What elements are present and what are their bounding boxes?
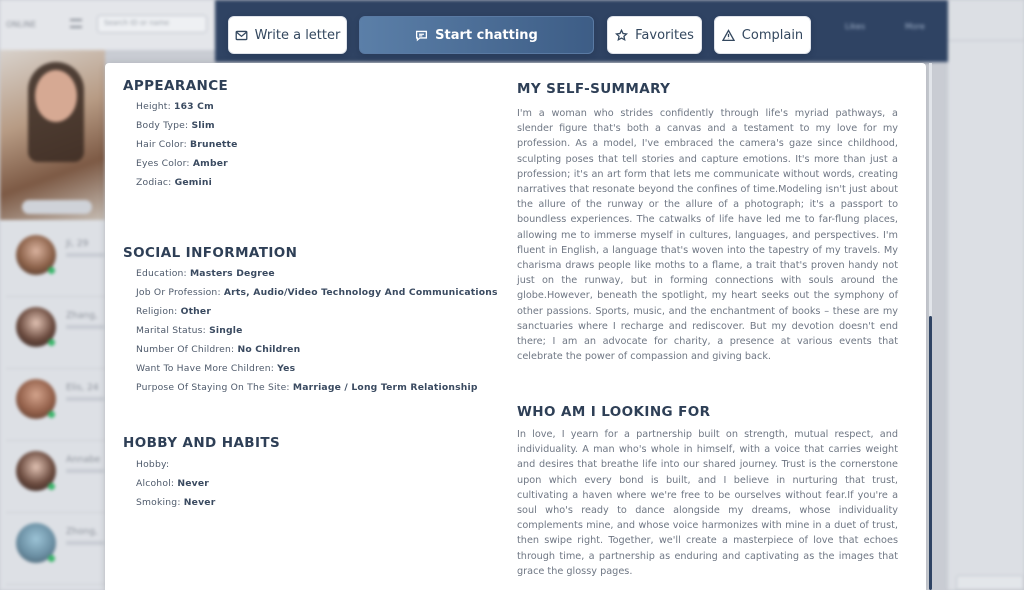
online-dot-icon xyxy=(48,411,55,418)
list-item xyxy=(6,513,105,585)
star-icon xyxy=(615,29,628,42)
online-dot-icon xyxy=(48,339,55,346)
field-job: Job Or Profession: Arts, Audio/Video Technology And Communications xyxy=(136,287,498,298)
list-item-name: Zhong, xyxy=(66,527,98,537)
favorites-label: Favorites xyxy=(635,27,694,43)
list-item-name: Annabe xyxy=(66,455,101,465)
field-marital-status: Marital Status: Single xyxy=(136,325,243,336)
field-smoking: Smoking: Never xyxy=(136,497,216,508)
list-item-snippet xyxy=(66,541,104,545)
right-sidebar xyxy=(948,0,1024,590)
list-item-snippet xyxy=(66,325,104,329)
header-link-likes: Likes xyxy=(845,22,866,31)
field-eyes-color: Eyes Color: Amber xyxy=(136,158,228,169)
list-item-name: Ji, 29 xyxy=(66,239,89,249)
online-label: ONLINE xyxy=(6,20,37,29)
self-summary-title: MY SELF-SUMMARY xyxy=(517,81,671,97)
field-number-of-children: Number Of Children: No Children xyxy=(136,344,301,355)
complain-button[interactable] xyxy=(714,16,811,54)
looking-for-title: WHO AM I LOOKING FOR xyxy=(517,404,711,420)
envelope-icon xyxy=(235,29,248,42)
favorites-button[interactable] xyxy=(607,16,702,54)
self-summary-text: I'm a woman who strides confidently through life's myriad pathways, a slender figure that's both a canvas and a testament to my love for my profession. As a model, I've embraced the camera's gaze since childhood, sculpting poses that tell stories and capture emotions. It's more than just a profession; it's an art form that lets me communicate without words, creating narratives that resonate beyond the confines of time.Modeling isn't just about the allure of the runway or the allure of a photograph; it's a passport to boundless experiences. The catwalks of life have led me to far-flung places, allowing me to immerse myself in cultures, languages, and perspectives. I'm fluent in English, a language that's woven into the tapestry of my travels. My charisma draws people like moths to a flame, a trait that's proven handy not just on the runway, but in forming connections with souls around the globe.However, beneath the spotlight, my heart seeks out the symphony of other passions. Sports, music, and the enchantment of books – these are my sanctuaries where I recharge and rediscover. But my devotion doesn't end there; I am an advocate for charity, a presence at various events that celebrate the power of compassion and giving back. xyxy=(517,108,898,363)
profile-details-panel xyxy=(105,63,926,590)
profile-action-bar xyxy=(0,0,1024,60)
photo-badge xyxy=(22,200,92,214)
header-link-more: More xyxy=(905,22,925,31)
field-education: Education: Masters Degree xyxy=(136,268,275,279)
chat-widget-tab xyxy=(956,575,1024,590)
field-body-type: Body Type: Slim xyxy=(136,120,215,131)
write-letter-button[interactable] xyxy=(228,16,347,54)
warning-icon xyxy=(722,29,735,42)
field-height: Height: 163 Cm xyxy=(136,101,214,112)
field-hobby: Hobby: xyxy=(136,459,170,470)
list-item xyxy=(6,369,105,441)
complain-label: Complain xyxy=(741,27,804,43)
search-input: Search ID or name xyxy=(97,15,207,33)
online-dot-icon xyxy=(48,483,55,490)
write-letter-label: Write a letter xyxy=(254,27,341,43)
list-item xyxy=(6,225,105,297)
looking-for-text: In love, I yearn for a partnership built on strength, mutual respect, and individuality. A man who's whole in himself, with a voice that carries weight and desires that breathe life into our shared journey. Trust is the cornerstone upon which every bond is built, and I believe in nurturing that trust, cultivating a haven where we're free to be ourselves without fear.If you're a soul who's ready to dance alongside my dreams, whose individuality complements mine, and whose voice harmonizes with mine in a duet of trust, then swipe right. Together, we'll create a masterpiece of love that echoes through time, a partnership as enduring and captivating as the images that grace the glossy pages. xyxy=(517,429,898,577)
field-alcohol: Alcohol: Never xyxy=(136,478,209,489)
list-item-snippet xyxy=(66,397,104,401)
list-item-name: Elis, 24 xyxy=(66,383,99,393)
chat-bubble-icon xyxy=(415,29,428,42)
list-item xyxy=(6,441,105,513)
field-want-more-children: Want To Have More Children: Yes xyxy=(136,363,296,374)
list-item-snippet xyxy=(66,469,104,473)
hobby-habits-title: HOBBY AND HABITS xyxy=(123,435,281,451)
list-item-snippet xyxy=(66,253,104,257)
field-purpose: Purpose Of Staying On The Site: Marriage / Long Term Relationship xyxy=(136,382,478,393)
online-dot-icon xyxy=(48,555,55,562)
list-item-name: Zhang, xyxy=(66,311,98,321)
start-chatting-button[interactable] xyxy=(359,16,594,54)
appearance-title: APPEARANCE xyxy=(123,78,229,94)
social-information-title: SOCIAL INFORMATION xyxy=(123,245,298,261)
field-zodiac: Zodiac: Gemini xyxy=(136,177,212,188)
list-item xyxy=(6,297,105,369)
photo-face xyxy=(35,70,77,122)
field-hair-color: Hair Color: Brunette xyxy=(136,139,238,150)
scrollbar-thumb[interactable] xyxy=(929,316,932,590)
start-chatting-label: Start chatting xyxy=(435,27,538,43)
online-dot-icon xyxy=(48,267,55,274)
field-religion: Religion: Other xyxy=(136,306,212,317)
